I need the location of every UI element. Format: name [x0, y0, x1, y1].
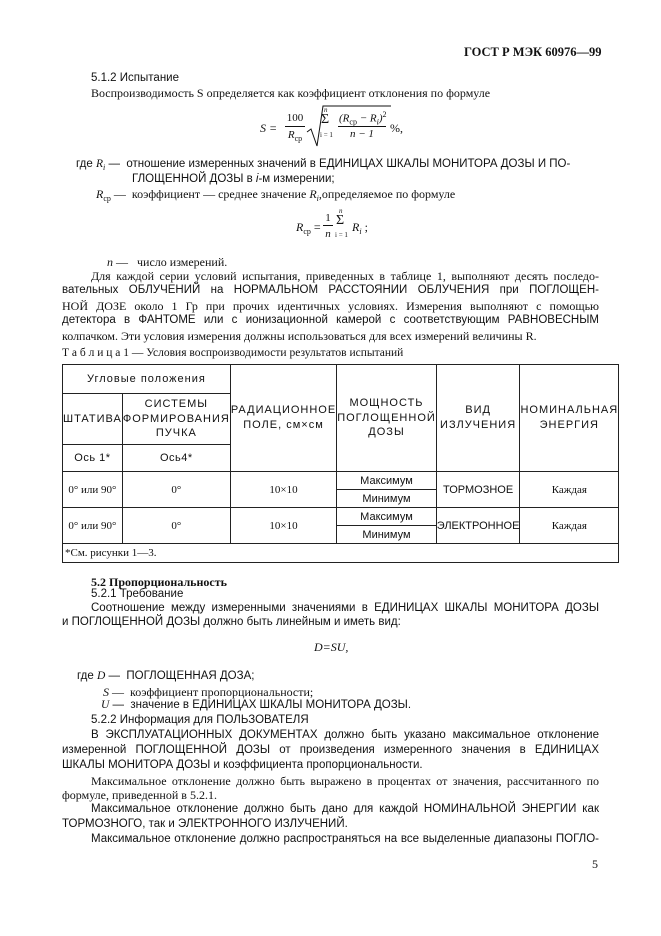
where-s: S — коэффициент пропорциональности; [103, 685, 314, 699]
cell-stand: 0° или 90° [63, 508, 123, 544]
where-ri-line2: ГЛОЩЕННОЙ ДОЗЫ в i-м измерении; [132, 173, 335, 185]
para5-line2: ТОРМОЗНОГО, так и ЭЛЕКТРОННОГО ИЗЛУЧЕНИЙ. [62, 818, 348, 830]
sigma2-sign: Σ [336, 213, 345, 228]
header-axis-4: Ось4* [122, 445, 230, 472]
para3-line2: измеренной ПОГЛОЩЕННОЙ ДОЗЫ от произведения измеренного значения в ЕДИНИЦАХ [62, 744, 599, 756]
formula2-denominator: n [325, 228, 331, 240]
sigma-top: n [324, 106, 328, 114]
header-system: СИСТЕМЫ ФОРМИРОВАНИЯ ПУЧКА [122, 394, 230, 445]
header-power: МОЩНОСТЬ ПОГЛОЩЕННОЙ ДОЗЫ [337, 365, 437, 472]
where-u: U — значение в ЕДИНИЦАХ ШКАЛЫ МОНИТОРА ДОЗЫ. [101, 699, 412, 711]
section-5-1-2-intro: Воспроизводимость S определяется как коэффициент отклонения по формуле [91, 86, 491, 100]
document-header: ГОСТ Р МЭК 60976—99 [464, 45, 602, 59]
where-rcp: $R_{ср}$ — коэффициент — среднее значение $R_i,определяемое$ по формуле [96, 187, 456, 203]
formula2-rhs: $R_i$ ; [352, 220, 368, 236]
header-field: РАДИАЦИОННОЕ ПОЛЕ, см×см [230, 365, 336, 472]
where-ri-line1: где $R_i$ — отношение измеренных значений в ЕДИНИЦАХ ШКАЛЫ МОНИТОРА ДОЗЫ И ПО- [76, 158, 571, 172]
para3-line1: В ЭКСПЛУАТАЦИОННЫХ ДОКУМЕНТАХ должно быть указано максимальное отклонение [91, 729, 599, 741]
table-row [63, 472, 619, 490]
table-row [63, 508, 619, 526]
section-5-2-title: 5.2 Пропорциональность [91, 575, 228, 589]
para1-line5: колпачком. Эти условия измерения должны использоваться для всех измерений величины R. [62, 329, 537, 343]
sigma-sign: Σ [321, 112, 330, 127]
para4-line2: формуле, приведенной в 5.2.1. [62, 788, 217, 802]
cell-field: 10×10 [230, 508, 336, 544]
para3-line3: ШКАЛЫ МОНИТОРА ДОЗЫ и коэффициента пропорциональности. [62, 759, 423, 771]
formula-proportionality: D=SU, [314, 640, 349, 654]
sigma2-top: n [339, 207, 343, 215]
formula1-inner-numerator: $(R_{ср} - R_i)^2$ [339, 110, 387, 127]
page-number: 5 [592, 857, 598, 871]
para4-line1: Максимальное отклонение должно быть выражено в процентах от значения, рассчитанного по [91, 774, 599, 788]
header-type: ВИД ИЗЛУЧЕНИЯ [436, 365, 520, 472]
formula1-tail: %, [390, 121, 403, 135]
para1-line3: НОЙ ДОЗЕ около 1 Гр при прочих идентичных условиях. Измерения выполняют с помощью [62, 299, 599, 313]
cell-power-min: Минимум [337, 490, 437, 508]
formula1-inner-denominator: n − 1 [350, 128, 374, 140]
cell-system: 0° [122, 508, 230, 544]
formula2-numerator: 1 [325, 212, 331, 224]
where-d: где D — ПОГЛОЩЕННАЯ ДОЗА; [77, 670, 255, 682]
formula1-denominator: $R_{ср}$ [287, 129, 303, 143]
formula2-lhs: $R_{ср}$ = [296, 220, 321, 236]
cell-field: 10×10 [230, 472, 336, 508]
para6-line1: Максимальное отклонение должно распространяться на все выделенные диапазоны ПОГЛО- [91, 833, 599, 845]
header-angles: Угловые положения [63, 365, 231, 394]
where-n: n — число измерений. [107, 255, 228, 269]
table-caption: Т а б л и ц а 1 — Условия воспроизводимости результатов испытаний [62, 347, 404, 359]
para2-line1: Соотношение между измеренными значениями в ЕДИНИЦАХ ШКАЛЫ МОНИТОРА ДОЗЫ [91, 602, 599, 614]
header-stand: ШТАТИВА [63, 394, 123, 445]
cell-energy: Каждая [520, 472, 619, 508]
sigma2-bottom: i = 1 [335, 231, 348, 239]
section-5-2-2-title: 5.2.2 Информация для ПОЛЬЗОВАТЕЛЯ [91, 714, 309, 726]
cell-system: 0° [122, 472, 230, 508]
header-axis-1: Ось 1* [63, 445, 123, 472]
section-5-1-2-title: 5.1.2 Испытание [91, 72, 179, 84]
header-energy: НОМИНАЛЬНАЯ ЭНЕРГИЯ [520, 365, 619, 472]
cell-power-min: Минимум [337, 526, 437, 544]
para1-line4: детектора в ФАНТОМЕ или с ионизационной камерой с соответствующим РАВНОВЕСНЫМ [62, 314, 599, 326]
section-5-2-1-title: 5.2.1 Требование [91, 588, 184, 600]
sigma-bottom: i = 1 [320, 131, 333, 139]
para2-line2: и ПОГЛОЩЕННОЙ ДОЗЫ должно быть линейным и иметь вид: [62, 616, 401, 628]
para1-line2: вательных ОБЛУЧЕНИЙ на НОРМАЛЬНОМ РАССТОЯНИИ ОБЛУЧЕНИЯ при ПОГЛОЩЕН- [62, 284, 599, 296]
cell-power-max: Максимум [337, 508, 437, 526]
table-footnote: *См. рисунки 1—3. [63, 544, 619, 563]
cell-energy: Каждая [520, 508, 619, 544]
formula1-lhs: S = [260, 121, 278, 135]
cell-stand: 0° или 90° [63, 472, 123, 508]
cell-type: ЭЛЕКТРОННОЕ [436, 508, 520, 544]
formula1-numerator: 100 [286, 112, 304, 124]
cell-type: ТОРМОЗНОЕ [436, 472, 520, 508]
para5-line1: Максимальное отклонение должно быть дано для каждой НОМИНАЛЬНОЙ ЭНЕРГИИ как [91, 803, 599, 815]
reproducibility-table [62, 364, 619, 563]
cell-power-max: Максимум [337, 472, 437, 490]
para1-line1: Для каждой серии условий испытания, приведенных в таблице 1, выполняют десять последо- [91, 269, 599, 283]
